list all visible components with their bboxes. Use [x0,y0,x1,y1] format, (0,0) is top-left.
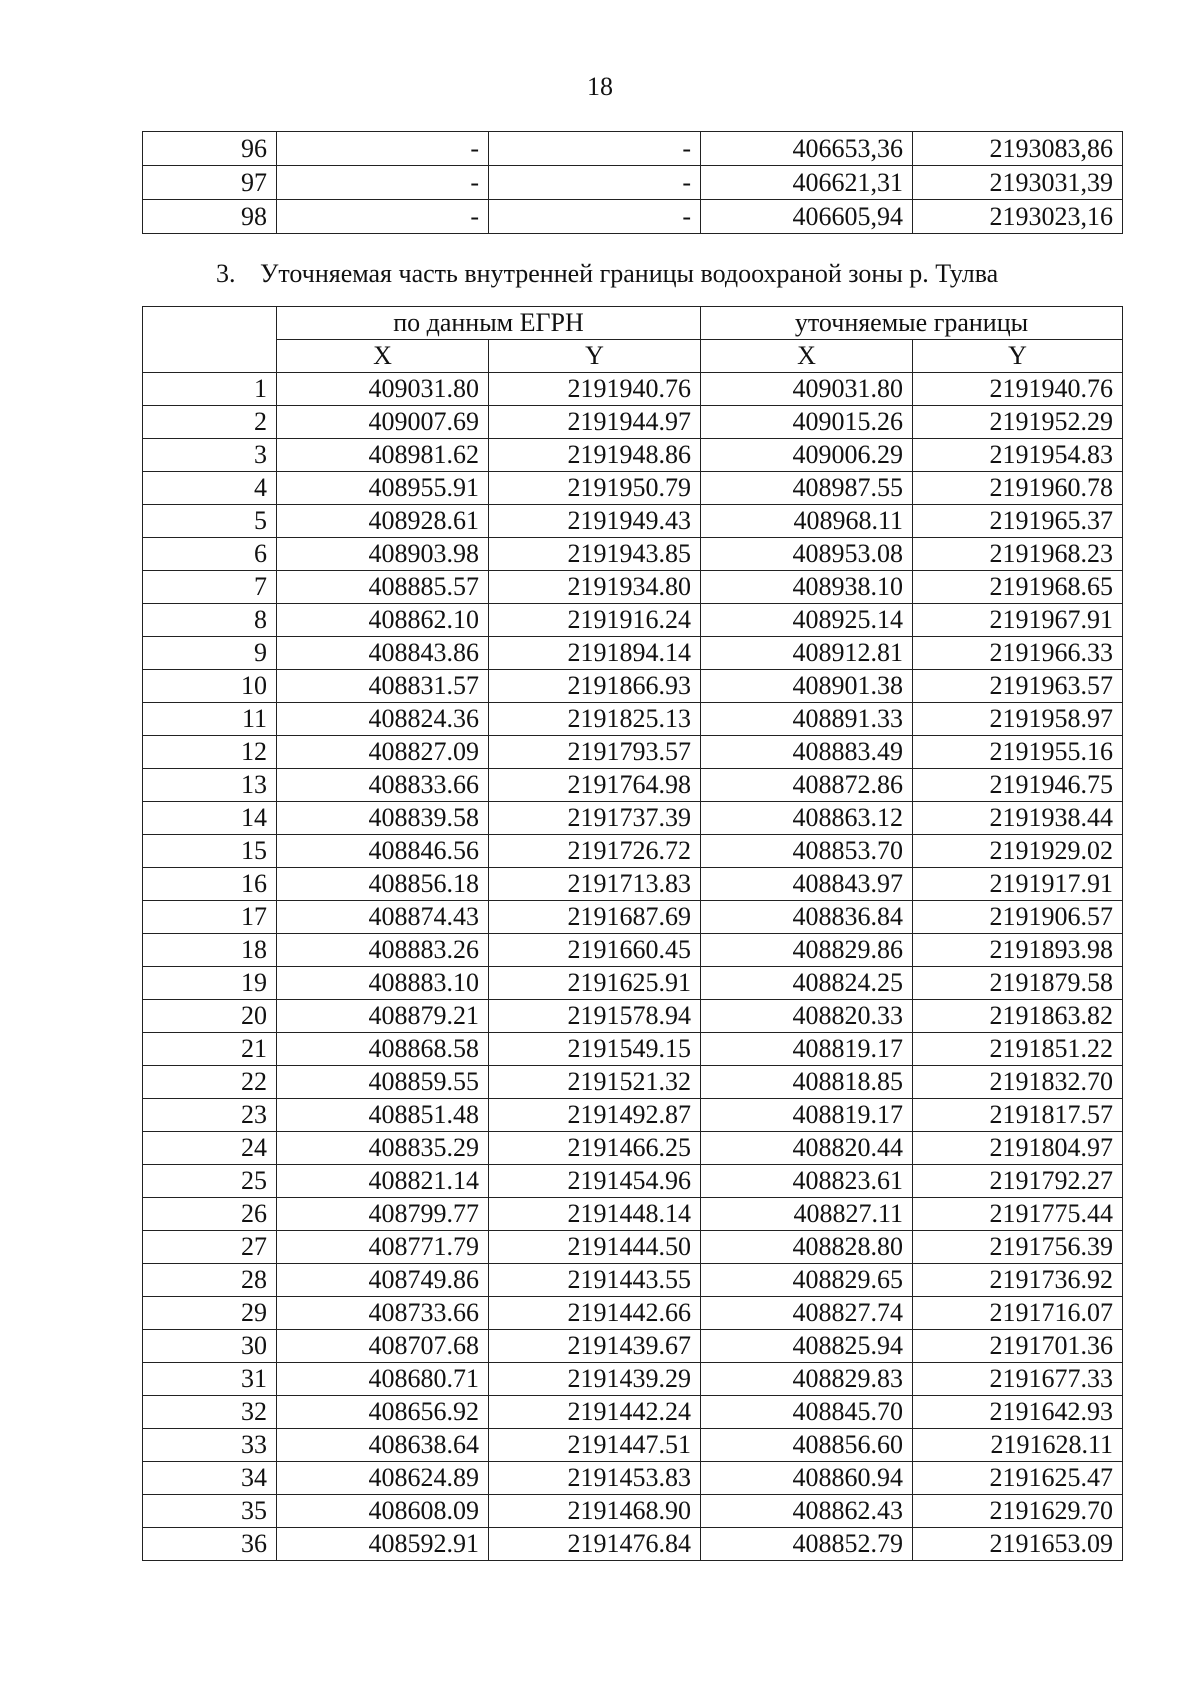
refined-y-cell: 2191642.93 [913,1396,1123,1429]
table-row [143,1033,1123,1066]
table-row [143,1264,1123,1297]
refined-x-cell: 408987.55 [701,472,913,505]
egrn-x-cell: 408955.91 [277,472,489,505]
egrn-y-cell: 2191943.85 [489,538,701,571]
refined-x-cell: 408827.74 [701,1297,913,1330]
egrn-y-cell: 2191916.24 [489,604,701,637]
table-row [143,538,1123,571]
table-row [143,736,1123,769]
point-number-cell: 29 [143,1297,277,1330]
egrn-x-cell: 408868.58 [277,1033,489,1066]
egrn-x-cell: 408839.58 [277,802,489,835]
table-row [143,901,1123,934]
table-row [143,934,1123,967]
refined-x-cell: 408852.79 [701,1528,913,1561]
point-number-cell: 15 [143,835,277,868]
point-number-cell: 5 [143,505,277,538]
table-row [143,132,1123,166]
table-row [143,1165,1123,1198]
table-row [143,1528,1123,1561]
refined-y-cell: 2191954.83 [913,439,1123,472]
refined-y-cell: 2191629.70 [913,1495,1123,1528]
point-number-cell: 36 [143,1528,277,1561]
point-number-cell: 31 [143,1363,277,1396]
point-number-cell: 21 [143,1033,277,1066]
refined-y-cell: 2191968.23 [913,538,1123,571]
refined-x-cell: 406653,36 [701,132,913,166]
group-header-row [143,307,1123,340]
refined-x-cell: 408836.84 [701,901,913,934]
egrn-y-cell: - [489,132,701,166]
point-number-cell: 35 [143,1495,277,1528]
refined-y-cell: 2191960.78 [913,472,1123,505]
egrn-x-header: X [277,340,489,373]
egrn-header: по данным ЕГРН [277,307,701,340]
point-number-cell: 26 [143,1198,277,1231]
point-number-cell: 22 [143,1066,277,1099]
point-number-cell: 2 [143,406,277,439]
point-number-cell: 30 [143,1330,277,1363]
section-title [216,259,998,289]
refined-x-cell: 408872.86 [701,769,913,802]
egrn-x-cell: 409007.69 [277,406,489,439]
egrn-y-cell: 2191439.29 [489,1363,701,1396]
point-number-cell: 19 [143,967,277,1000]
egrn-x-cell: 408707.68 [277,1330,489,1363]
egrn-x-cell: 408981.62 [277,439,489,472]
egrn-x-cell: 408846.56 [277,835,489,868]
refined-x-cell: 408863.12 [701,802,913,835]
egrn-x-cell: 408656.92 [277,1396,489,1429]
egrn-y-cell: 2191660.45 [489,934,701,967]
table-row [143,373,1123,406]
egrn-y-header: Y [489,340,701,373]
table-row [143,670,1123,703]
egrn-y-cell: 2191476.84 [489,1528,701,1561]
egrn-x-cell: 408874.43 [277,901,489,934]
point-number-cell: 10 [143,670,277,703]
refined-y-cell: 2191893.98 [913,934,1123,967]
egrn-x-cell: 408883.10 [277,967,489,1000]
point-number-cell: 33 [143,1429,277,1462]
refined-y-cell: 2191851.22 [913,1033,1123,1066]
table-row [143,1231,1123,1264]
refined-x-cell: 408843.97 [701,868,913,901]
table-row [143,200,1123,234]
egrn-x-cell: 408799.77 [277,1198,489,1231]
refined-x-cell: 408820.44 [701,1132,913,1165]
refined-y-cell: 2191968.65 [913,571,1123,604]
refined-x-cell: 408824.25 [701,967,913,1000]
egrn-x-cell: 408928.61 [277,505,489,538]
sub-header-row [143,340,1123,373]
refined-x-cell: 409006.29 [701,439,913,472]
refined-x-cell: 406621,31 [701,166,913,200]
egrn-y-cell: 2191713.83 [489,868,701,901]
table-row [143,1462,1123,1495]
refined-y-cell: 2191775.44 [913,1198,1123,1231]
egrn-y-cell: 2191894.14 [489,637,701,670]
point-number-cell: 28 [143,1264,277,1297]
table-row [143,472,1123,505]
refined-x-cell: 408819.17 [701,1033,913,1066]
point-number-cell: 96 [143,132,277,166]
coordinates-table-body [143,373,1123,1561]
refined-y-cell: 2191917.91 [913,868,1123,901]
table-row [143,406,1123,439]
egrn-y-cell: 2191444.50 [489,1231,701,1264]
refined-x-cell: 408823.61 [701,1165,913,1198]
refined-x-cell: 408845.70 [701,1396,913,1429]
coordinates-table [142,306,1123,1561]
egrn-x-cell: 408680.71 [277,1363,489,1396]
refined-y-cell: 2191653.09 [913,1528,1123,1561]
egrn-x-cell: 408824.36 [277,703,489,736]
refined-x-cell: 408828.80 [701,1231,913,1264]
egrn-x-cell: 408879.21 [277,1000,489,1033]
table-row [143,1198,1123,1231]
refined-x-cell: 408968.11 [701,505,913,538]
page-number: 18 [587,72,613,101]
egrn-y-cell: 2191521.32 [489,1066,701,1099]
egrn-y-cell: 2191439.67 [489,1330,701,1363]
point-number-cell: 23 [143,1099,277,1132]
refined-x-cell: 408819.17 [701,1099,913,1132]
refined-y-cell: 2191967.91 [913,604,1123,637]
section-number: 3. [216,259,236,288]
table-row [143,967,1123,1000]
refined-y-cell: 2191625.47 [913,1462,1123,1495]
egrn-y-cell: 2191468.90 [489,1495,701,1528]
egrn-y-cell: 2191578.94 [489,1000,701,1033]
table-row [143,769,1123,802]
table-row [143,1363,1123,1396]
point-number-cell: 34 [143,1462,277,1495]
egrn-y-cell: 2191447.51 [489,1429,701,1462]
refined-y-cell: 2191863.82 [913,1000,1123,1033]
point-number-cell: 6 [143,538,277,571]
point-number-cell: 13 [143,769,277,802]
egrn-y-cell: 2191764.98 [489,769,701,802]
egrn-y-cell: 2191825.13 [489,703,701,736]
refined-y-cell: 2193083,86 [913,132,1123,166]
egrn-x-cell: 408859.55 [277,1066,489,1099]
table-row [143,505,1123,538]
refined-y-cell: 2193023,16 [913,200,1123,234]
egrn-y-cell: 2191448.14 [489,1198,701,1231]
refined-x-cell: 408883.49 [701,736,913,769]
refined-x-cell: 408827.11 [701,1198,913,1231]
table-row [143,802,1123,835]
refined-x-cell: 408912.81 [701,637,913,670]
top-table-body [143,132,1123,234]
refined-y-cell: 2191938.44 [913,802,1123,835]
egrn-y-cell: 2191492.87 [489,1099,701,1132]
egrn-y-cell: 2191944.97 [489,406,701,439]
point-number-cell: 97 [143,166,277,200]
refined-y-cell: 2191716.07 [913,1297,1123,1330]
egrn-y-cell: 2191549.15 [489,1033,701,1066]
table-row [143,1396,1123,1429]
table-row [143,1297,1123,1330]
egrn-y-cell: 2191442.66 [489,1297,701,1330]
egrn-y-cell: - [489,166,701,200]
egrn-y-cell: 2191949.43 [489,505,701,538]
table-row [143,868,1123,901]
egrn-y-cell: 2191940.76 [489,373,701,406]
refined-y-cell: 2191940.76 [913,373,1123,406]
refined-y-cell: 2191946.75 [913,769,1123,802]
point-number-cell: 32 [143,1396,277,1429]
refined-x-cell: 408891.33 [701,703,913,736]
table-row [143,637,1123,670]
refined-y-cell: 2193031,39 [913,166,1123,200]
top-table [142,131,1123,234]
section-title-text: Уточняемая часть внутренней границы водоохраной зоны р. Тулва [260,259,999,288]
point-number-cell: 14 [143,802,277,835]
egrn-x-cell: 408833.66 [277,769,489,802]
egrn-y-cell: 2191454.96 [489,1165,701,1198]
point-number-cell: 27 [143,1231,277,1264]
point-number-cell: 24 [143,1132,277,1165]
point-number-cell: 20 [143,1000,277,1033]
egrn-y-cell: 2191453.83 [489,1462,701,1495]
refined-x-cell: 408860.94 [701,1462,913,1495]
refined-y-cell: 2191701.36 [913,1330,1123,1363]
egrn-x-cell: 408827.09 [277,736,489,769]
table-row [143,1330,1123,1363]
refined-x-cell: 408825.94 [701,1330,913,1363]
refined-y-cell: 2191832.70 [913,1066,1123,1099]
egrn-x-cell: 408771.79 [277,1231,489,1264]
table-row [143,571,1123,604]
point-number-cell: 25 [143,1165,277,1198]
table-row [143,703,1123,736]
egrn-x-cell: 408624.89 [277,1462,489,1495]
refined-x-header: X [701,340,913,373]
egrn-y-cell: 2191793.57 [489,736,701,769]
egrn-y-cell: 2191737.39 [489,802,701,835]
egrn-x-cell: 408883.26 [277,934,489,967]
egrn-x-cell: 408592.91 [277,1528,489,1561]
refined-y-cell: 2191963.57 [913,670,1123,703]
refined-y-header: Y [913,340,1123,373]
refined-x-cell: 408938.10 [701,571,913,604]
refined-x-cell: 408925.14 [701,604,913,637]
egrn-y-cell: 2191625.91 [489,967,701,1000]
egrn-y-cell: 2191466.25 [489,1132,701,1165]
egrn-y-cell: - [489,200,701,234]
egrn-x-cell: 408638.64 [277,1429,489,1462]
refined-y-cell: 2191736.92 [913,1264,1123,1297]
refined-y-cell: 2191817.57 [913,1099,1123,1132]
table-row [143,1099,1123,1132]
egrn-x-cell: 409031.80 [277,373,489,406]
egrn-x-cell: - [277,166,489,200]
table-row [143,1495,1123,1528]
egrn-x-cell: 408851.48 [277,1099,489,1132]
refined-x-cell: 406605,94 [701,200,913,234]
egrn-x-cell: 408862.10 [277,604,489,637]
refined-x-cell: 408820.33 [701,1000,913,1033]
refined-y-cell: 2191628.11 [913,1429,1123,1462]
refined-x-cell: 409015.26 [701,406,913,439]
refined-y-cell: 2191879.58 [913,967,1123,1000]
egrn-y-cell: 2191934.80 [489,571,701,604]
refined-x-cell: 408953.08 [701,538,913,571]
refined-y-cell: 2191955.16 [913,736,1123,769]
egrn-x-cell: - [277,200,489,234]
refined-y-cell: 2191906.57 [913,901,1123,934]
refined-x-cell: 408829.83 [701,1363,913,1396]
point-number-cell: 8 [143,604,277,637]
refined-x-cell: 408853.70 [701,835,913,868]
point-number-cell: 9 [143,637,277,670]
table-row [143,1429,1123,1462]
egrn-y-cell: 2191950.79 [489,472,701,505]
table-row [143,439,1123,472]
egrn-y-cell: 2191726.72 [489,835,701,868]
egrn-x-cell: 408885.57 [277,571,489,604]
egrn-x-cell: 408749.86 [277,1264,489,1297]
egrn-x-cell: 408608.09 [277,1495,489,1528]
point-number-cell: 3 [143,439,277,472]
refined-x-cell: 408856.60 [701,1429,913,1462]
table-row [143,604,1123,637]
egrn-y-cell: 2191687.69 [489,901,701,934]
refined-y-cell: 2191958.97 [913,703,1123,736]
egrn-x-cell: 408843.86 [277,637,489,670]
table-row [143,835,1123,868]
egrn-x-cell: - [277,132,489,166]
refined-header: уточняемые границы [701,307,1123,340]
egrn-x-cell: 408856.18 [277,868,489,901]
egrn-x-cell: 408903.98 [277,538,489,571]
refined-x-cell: 409031.80 [701,373,913,406]
point-number-cell: 18 [143,934,277,967]
refined-x-cell: 408862.43 [701,1495,913,1528]
egrn-y-cell: 2191866.93 [489,670,701,703]
table-row [143,1000,1123,1033]
table-row [143,1066,1123,1099]
refined-x-cell: 408901.38 [701,670,913,703]
point-number-cell: 12 [143,736,277,769]
egrn-y-cell: 2191443.55 [489,1264,701,1297]
point-number-header [143,307,277,373]
egrn-x-cell: 408733.66 [277,1297,489,1330]
refined-x-cell: 408818.85 [701,1066,913,1099]
refined-y-cell: 2191965.37 [913,505,1123,538]
table-row [143,166,1123,200]
point-number-cell: 7 [143,571,277,604]
point-number-cell: 1 [143,373,277,406]
refined-y-cell: 2191756.39 [913,1231,1123,1264]
table-row [143,1132,1123,1165]
point-number-cell: 11 [143,703,277,736]
egrn-y-cell: 2191442.24 [489,1396,701,1429]
refined-x-cell: 408829.65 [701,1264,913,1297]
egrn-x-cell: 408821.14 [277,1165,489,1198]
point-number-cell: 4 [143,472,277,505]
refined-y-cell: 2191792.27 [913,1165,1123,1198]
point-number-cell: 16 [143,868,277,901]
refined-y-cell: 2191929.02 [913,835,1123,868]
egrn-x-cell: 408835.29 [277,1132,489,1165]
egrn-y-cell: 2191948.86 [489,439,701,472]
refined-y-cell: 2191804.97 [913,1132,1123,1165]
point-number-cell: 17 [143,901,277,934]
refined-y-cell: 2191966.33 [913,637,1123,670]
refined-x-cell: 408829.86 [701,934,913,967]
refined-y-cell: 2191952.29 [913,406,1123,439]
point-number-cell: 98 [143,200,277,234]
refined-y-cell: 2191677.33 [913,1363,1123,1396]
egrn-x-cell: 408831.57 [277,670,489,703]
